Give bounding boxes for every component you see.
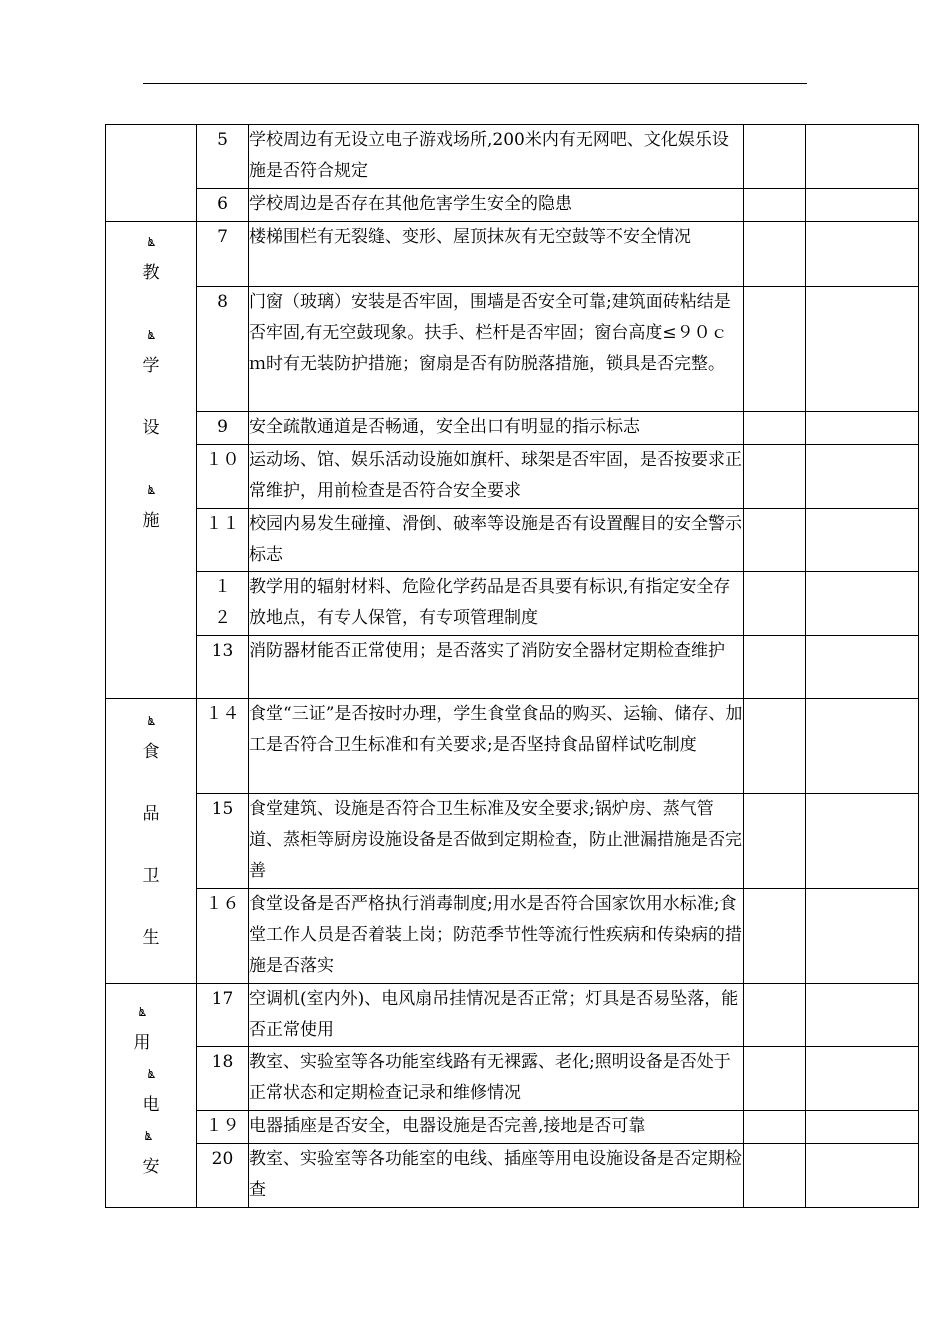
category-mark: ൔ	[138, 1005, 146, 1019]
check-item-text: 空调机(室内外)、电风扇吊挂情况是否正常；灯具是否易坠落，能否正常使用	[249, 984, 744, 1047]
check-item-text: 教室、实验室等各功能室的电线、插座等用电设施设备是否定期检查	[249, 1144, 744, 1208]
category-char: 生	[142, 928, 160, 948]
header-rule	[143, 83, 807, 84]
remark-cell[interactable]	[806, 412, 919, 445]
category-food-hygiene	[106, 699, 197, 984]
result-cell[interactable]	[744, 412, 806, 445]
row-number: 13	[197, 636, 249, 699]
table-row	[106, 509, 919, 572]
row-number: １９	[197, 1111, 249, 1144]
category-mark: ൔ	[147, 235, 155, 249]
table-row	[106, 287, 919, 412]
result-cell[interactable]	[744, 1144, 806, 1208]
remark-cell[interactable]	[806, 636, 919, 699]
table-row	[106, 222, 919, 287]
check-item-text: 学校周边是否存在其他危害学生安全的隐患	[249, 189, 744, 222]
check-item-text: 门窗（玻璃）安装是否牢固，围墙是否安全可靠;建筑面砖粘结是否牢固,有无空鼓现象。扶手、栏杆是否牢固；窗台高度≤９０ｃｍ时有无装防护措施；窗扇是否有防脱落措施，锁具是否完整。	[249, 287, 744, 412]
category-char	[106, 892, 196, 923]
result-cell[interactable]	[744, 1047, 806, 1111]
row-number: １６	[197, 889, 249, 984]
check-item-text: 食堂设备是否严格执行消毒制度;用水是否符合国家饮用水标准;食堂工作人员是否着装上岗；防范季节性等流行性疾病和传染病的措施是否落实	[249, 889, 744, 984]
table-row	[106, 572, 919, 636]
check-item-text: 运动场、馆、娱乐活动设施如旗杆、球架是否牢固，是否按要求正常维护，用前检查是否符合安全要求	[249, 445, 744, 509]
category-mark: ൔ	[147, 328, 155, 342]
category-char: 品	[142, 804, 160, 824]
remark-cell[interactable]	[806, 1111, 919, 1144]
category-teaching-facilities	[106, 222, 197, 699]
table-row	[106, 189, 919, 222]
check-item-text: 教学用的辐射材料、危险化学药品是否具要有标识,有指定安全存放地点，有专人保管，有专项管理制度	[249, 572, 744, 636]
result-cell[interactable]	[744, 889, 806, 984]
row-number: １４	[197, 699, 249, 794]
result-cell[interactable]	[744, 636, 806, 699]
category-char: 用	[133, 1033, 151, 1053]
remark-cell[interactable]	[806, 509, 919, 572]
table-row	[106, 445, 919, 509]
category-char: 学	[142, 356, 160, 376]
remark-cell[interactable]	[806, 189, 919, 222]
remark-cell[interactable]	[806, 125, 919, 189]
remark-cell[interactable]	[806, 699, 919, 794]
table-row	[106, 984, 919, 1047]
table-row	[106, 1111, 919, 1144]
row-number: 6	[197, 189, 249, 222]
remark-cell[interactable]	[806, 889, 919, 984]
table-row	[106, 125, 919, 189]
category-char: 卫	[142, 866, 160, 886]
row-number: 5	[197, 125, 249, 189]
category-char: 施	[142, 511, 160, 531]
row-number: 20	[197, 1144, 249, 1208]
category-char: 设	[142, 418, 160, 438]
category-char: 电	[142, 1095, 160, 1115]
result-cell[interactable]	[744, 125, 806, 189]
check-item-text: 电器插座是否安全，电器设施是否完善,接地是否可靠	[249, 1111, 744, 1144]
remark-cell[interactable]	[806, 572, 919, 636]
check-item-text: 学校周边有无设立电子游戏场所,200米内有无网吧、文化娱乐设施是否符合规定	[249, 125, 744, 189]
category-char	[106, 444, 196, 475]
remark-cell[interactable]	[806, 445, 919, 509]
result-cell[interactable]	[744, 1111, 806, 1144]
remark-cell[interactable]	[806, 984, 919, 1047]
category-mark: ൔ	[147, 714, 155, 728]
table-row	[106, 636, 919, 699]
remark-cell[interactable]	[806, 794, 919, 889]
result-cell[interactable]	[744, 794, 806, 889]
table-row	[106, 1144, 919, 1208]
result-cell[interactable]	[744, 699, 806, 794]
result-cell[interactable]	[744, 222, 806, 287]
category-mark: ൔ	[147, 1067, 155, 1081]
category-char	[106, 830, 196, 861]
check-item-text: 安全疏散通道是否畅通，安全出口有明显的指示标志	[249, 412, 744, 445]
category-char	[106, 382, 196, 413]
row-number: 17	[197, 984, 249, 1047]
result-cell[interactable]	[744, 572, 806, 636]
check-item-text: 校园内易发生碰撞、滑倒、破率等设施是否有设置醒目的安全警示标志	[249, 509, 744, 572]
category-char	[106, 289, 196, 320]
row-number: 9	[197, 412, 249, 445]
check-item-text: 食堂“三证”是否按时办理，学生食堂食品的购买、运输、储存、加工是否符合卫生标准和有关要求;是否坚持食品留样试吃制度	[249, 699, 744, 794]
category-mark: ൔ	[144, 1129, 152, 1143]
result-cell[interactable]	[744, 189, 806, 222]
check-item-text: 教室、实验室等各功能室线路有无裸露、老化;照明设备是否处于正常状态和定期检查记录和维修情况	[249, 1047, 744, 1111]
remark-cell[interactable]	[806, 222, 919, 287]
result-cell[interactable]	[744, 509, 806, 572]
row-number: 18	[197, 1047, 249, 1111]
check-item-text: 楼梯围栏有无裂缝、变形、屋顶抹灰有无空鼓等不安全情况	[249, 222, 744, 287]
result-cell[interactable]	[744, 445, 806, 509]
category-char	[106, 768, 196, 799]
category-char: 安	[142, 1157, 160, 1177]
table-row	[106, 889, 919, 984]
category-electrical-safety	[106, 984, 197, 1208]
table-row	[106, 794, 919, 889]
result-cell[interactable]	[744, 984, 806, 1047]
category-mark: ൔ	[147, 483, 155, 497]
category-char: 食	[142, 742, 160, 762]
row-number: 7	[197, 222, 249, 287]
row-number: １０	[197, 445, 249, 509]
inspection-table	[105, 124, 919, 1208]
table-row	[106, 412, 919, 445]
category-cell-continued	[106, 125, 197, 222]
row-number: １１	[197, 509, 249, 572]
table-row	[106, 1047, 919, 1111]
table-row	[106, 699, 919, 794]
row-number: 8	[197, 287, 249, 412]
check-item-text: 食堂建筑、设施是否符合卫生标准及安全要求;锅炉房、蒸气管道、蒸柜等厨房设施设备是否做到定期检查，防止泄漏措施是否完善	[249, 794, 744, 889]
category-char: 教	[142, 263, 160, 283]
result-cell[interactable]	[744, 287, 806, 412]
row-number: 15	[197, 794, 249, 889]
row-number: １ ２	[197, 572, 249, 636]
check-item-text: 消防器材能否正常使用；是否落实了消防安全器材定期检查维护	[249, 636, 744, 699]
remark-cell[interactable]	[806, 1047, 919, 1111]
remark-cell[interactable]	[806, 287, 919, 412]
remark-cell[interactable]	[806, 1144, 919, 1208]
